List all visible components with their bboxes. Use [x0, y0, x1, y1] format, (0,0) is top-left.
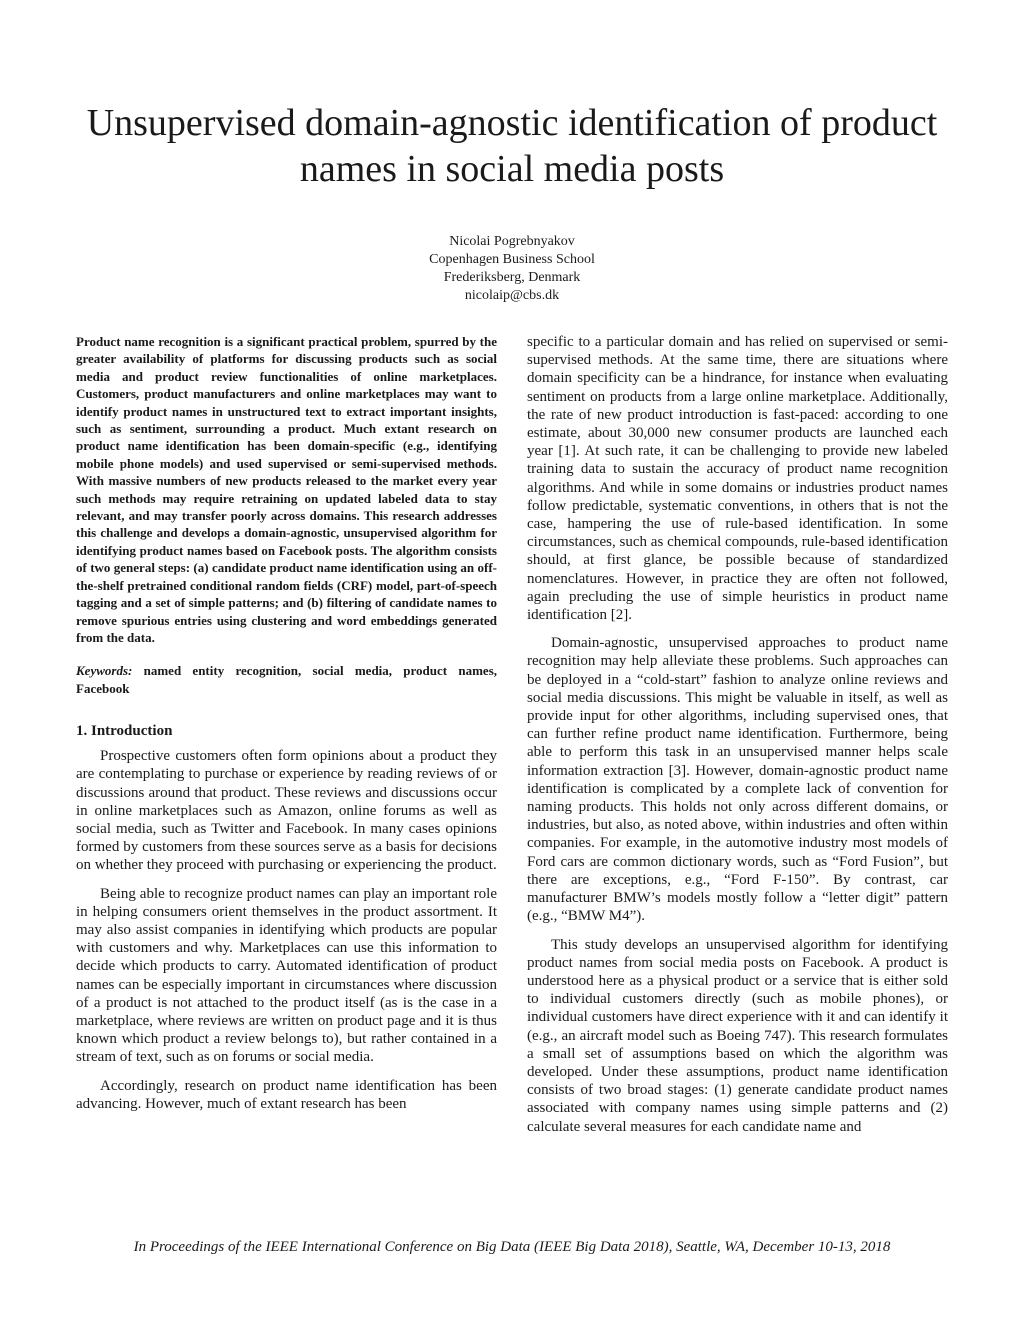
keywords-label: Keywords: [76, 663, 133, 679]
right-column [527, 333, 948, 1146]
author-block [262, 233, 762, 305]
keywords-text: named entity recognition, social media, product names, Facebook [76, 663, 498, 696]
intro-paragraph-5: This study develops an unsupervised algorithm for identifying product names from social media posts on Facebook. A product is understood here as a physical product or a service that is either sold to individual customers directly (such as mobile phones), or individual customers have direct experience with it and can identify it (e.g., an aircraft model such as Boeing 747). This research formulates a small set of assumptions based on which the algorithm was developed. Under these assumptions, product name identification consists of two broad stages: (1) generate candidate product names associated with company names using simple patterns and (2) calculate several measures for each candidate name and [527, 936, 948, 1135]
abstract: Product name recognition is a significant practical problem, spurred by the greater availability of platforms for discussing products such as social media and product review functionalities of online marketplaces. Customers, product manufacturers and online marketplaces may want to identify product names in unstructured text to extract important insights, such as sentiment, surrounding a product. Much extant research on product name identification has been domain-specific (e.g., identifying mobile phone models) and used supervised or semi-supervised methods. With massive numbers of new products released to the market every year such methods may require retraining on updated labeled data to stay relevant, and may transfer poorly across domains. This research addresses this challenge and develops a domain-agnostic, unsupervised algorithm for identifying product names based on Facebook posts. The algorithm consists of two general steps: (a) candidate product name identification using an off-the-shelf pretrained conditional random fields (CRF) model, part-of-speech tagging and a set of simple patterns; and (b) filtering of candidate names to remove spurious entries using clustering and word embeddings generated from the data. [76, 334, 497, 645]
left-column [76, 333, 497, 1123]
intro-paragraph-4: Domain-agnostic, unsupervised approaches to product name recognition may help alleviate these problems. Such approaches can be deployed in a “cold-start” fashion to analyze online reviews and social media discussions. This might be valuable in itself, as well as provide input for other algorithms, including supervised ones, that can further refine product name identification. Furthermore, being able to perform this task in an unsupervised manner helps scale information extraction [3]. However, domain-agnostic product name identification is complicated by a complete lack of convention for naming products. This holds not only across different domains, or industries, but also, as noted above, within industries and often within companies. For example, in the automotive industry most models of Ford cars are common dictionary words, such as “Ford Fusion”, but there are exceptions, e.g., “Ford F-150”. By contrast, car manufacturer BMW’s models mostly follow a “letter digit” pattern (e.g., “BMW M4”). [527, 635, 948, 925]
intro-paragraph-3: Accordingly, research on product name identification has been advancing. However, much of extant research has been [76, 1077, 497, 1112]
keywords [76, 662, 497, 697]
intro-paragraph-1: Prospective customers often form opinions about a product they are contemplating to purchase or experience by reading reviews of or discussions around that product. These reviews and discussions occur in online marketplaces such as Amazon, online forums as well as social media, such as Twitter and Facebook. In many cases opinions formed by customers from these sources serve as a basis for decisions on whether they proceed with purchasing or experiencing the product. [76, 748, 497, 874]
intro-paragraph-3-continued: specific to a particular domain and has relied on supervised or semi-supervised methods. At the same time, there are situations where domain specificity can be a hindrance, for instance when evaluating sentiment on products from a large online marketplace. Additionally, the rate of new product introduction is fast-paced: according to one estimate, about 30,000 new consumer products are launched each year [1]. At such rate, it can be challenging to provide new labeled training data to sustain the accuracy of product name recognition algorithms. And while in some domains or industries product names follow predictable, systematic conventions, in others that is not the case, hampering the use of rule-based identification. In some circumstances, such as chemical compounds, rule-based identification should, at first glance, be possible because of standardized nomenclatures. However, in practice they are often not followed, again precluding the use of simple heuristics in product name identification [2]. [527, 334, 948, 624]
proceedings-footer: In Proceedings of the IEEE International Conference on Big Data (IEEE Big Data 2018), Seattle, WA, December 10-13, 2018 [133, 1239, 891, 1255]
section-heading-introduction: 1. Introduction [76, 723, 173, 740]
author-name: Nicolai Pogrebnyakov [449, 234, 575, 249]
author-email: nicolaip@cbs.dk [464, 288, 560, 303]
intro-paragraph-2: Being able to recognize product names can play an important role in helping consumers orient themselves in the product assortment. It may also assist companies in identifying which products are popular with customers and why. Marketplaces can use this information to decide which products to carry. Automated identification of product names can be especially important in circumstances where discussion of a product is not attached to the product itself (as is the case in a marketplace, where reviews are written on product page and it is thus known which product a review belongs to), but rather contained in a stream of text, such as on forums or social media. [76, 885, 497, 1066]
paper-title: Unsupervised domain-agnostic identification of product names in social media posts [86, 102, 938, 190]
author-location: Frederiksberg, Denmark [443, 270, 581, 285]
author-affiliation: Copenhagen Business School [429, 252, 595, 267]
